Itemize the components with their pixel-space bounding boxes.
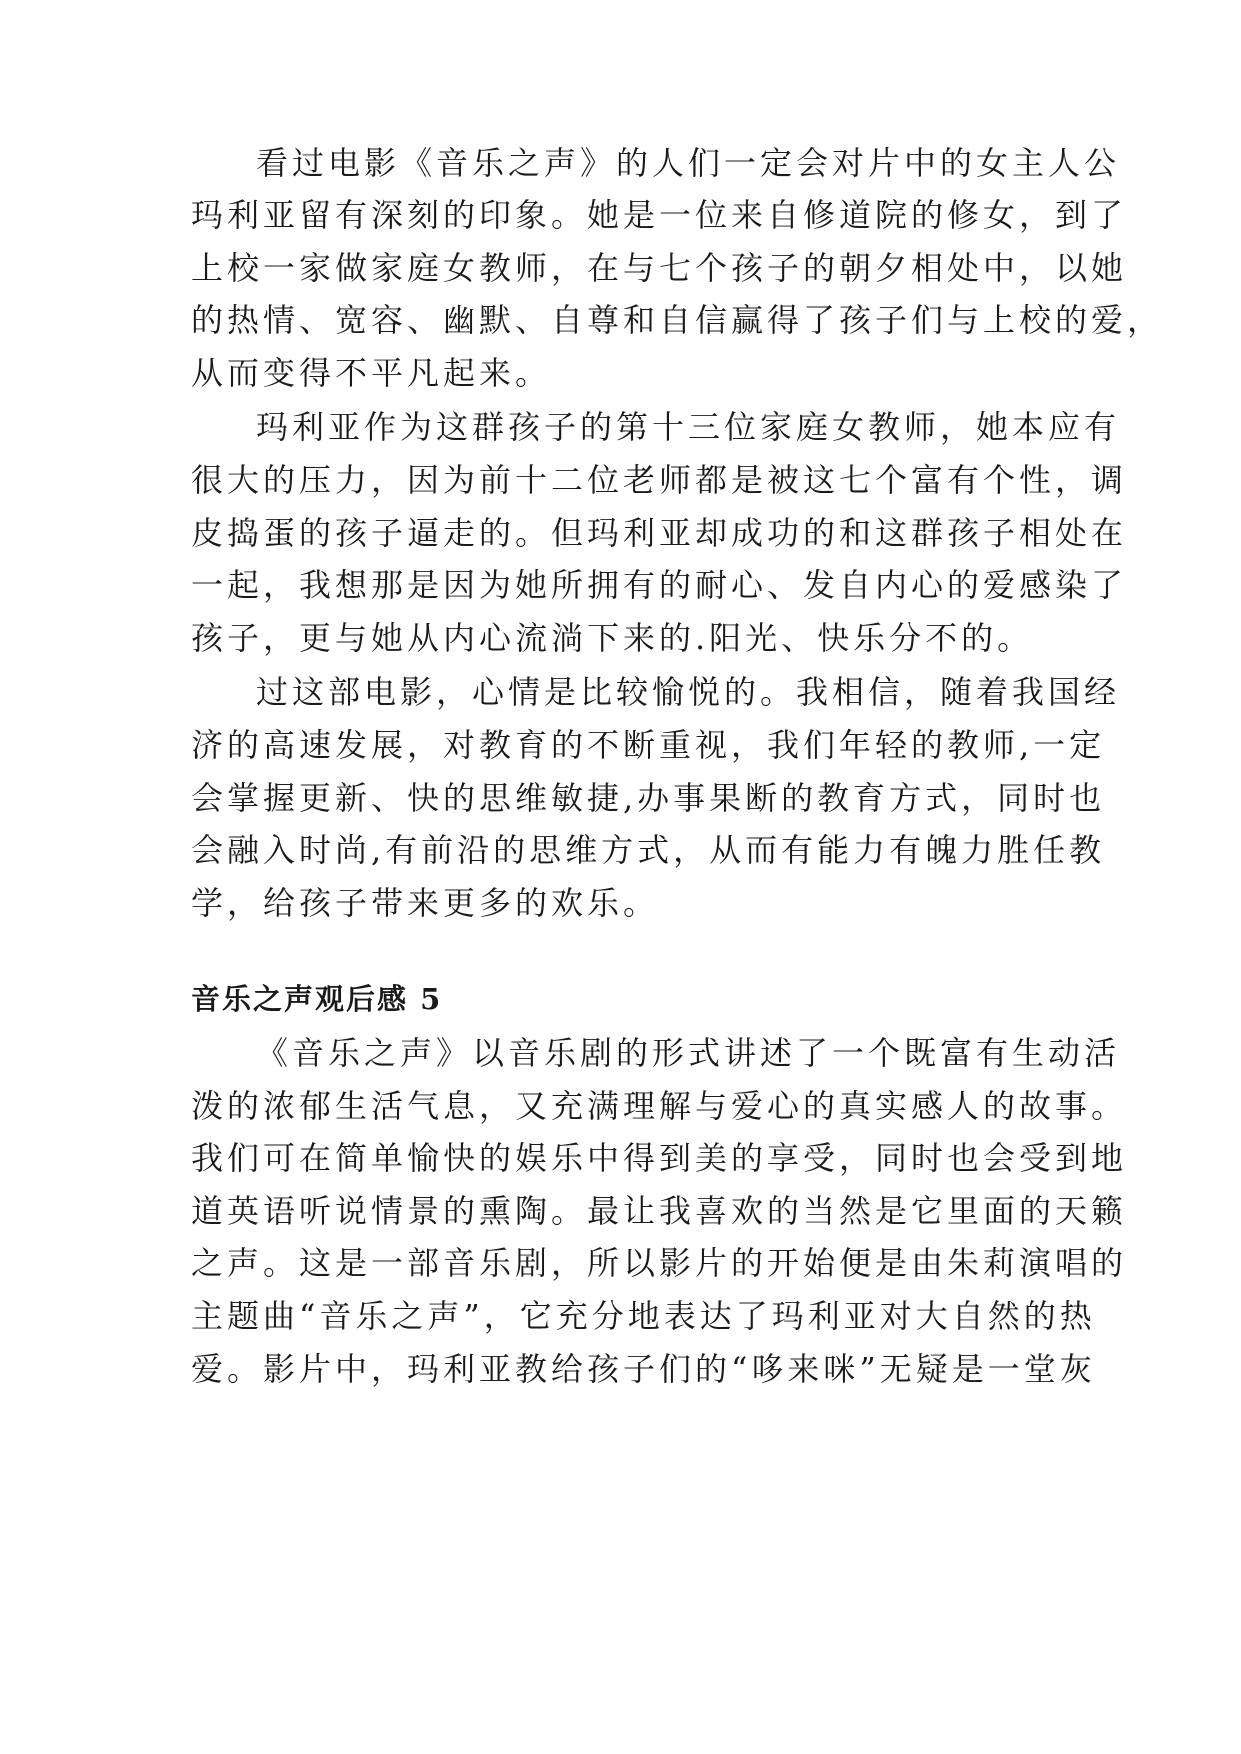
- paragraph-4-line-6: 主题曲“音乐之声”，它充分地表达了玛利亚对大自然的热: [191, 1297, 1096, 1335]
- paragraph-1-line-1: 看过电影《音乐之声》的人们一定会对片中的女主人公: [256, 144, 1121, 182]
- paragraph-2-line-5: 孩子，更与她从内心流淌下来的.阳光、快乐分不的。: [191, 619, 1034, 657]
- paragraph-2-line-2: 很大的压力，因为前十二位老师都是被这七个富有个性，调: [191, 461, 1128, 499]
- paragraph-1-line-3: 上校一家做家庭女教师，在与七个孩子的朝夕相处中，以她: [191, 249, 1128, 287]
- paragraph-2-line-3: 皮捣蛋的孩子逼走的。但玛利亚却成功的和这群孩子相处在: [191, 514, 1128, 552]
- paragraph-3-line-5: 学，给孩子带来更多的欢乐。: [191, 884, 660, 922]
- paragraph-3-line-1: 过这部电影，心情是比较愉悦的。我相信，随着我国经: [256, 673, 1121, 711]
- paragraph-4-line-7: 爱。影片中，玛利亚教给孩子们的“哆来咪”无疑是一堂灰: [191, 1350, 1096, 1388]
- paragraph-1-line-2: 玛利亚留有深刻的印象。她是一位来自修道院的修女，到了: [191, 196, 1128, 234]
- paragraph-4-line-2: 泼的浓郁生活气息，又充满理解与爱心的真实感人的故事。: [191, 1087, 1128, 1125]
- paragraph-2-line-4: 一起，我想那是因为她所拥有的耐心、发自内心的爱感染了: [191, 566, 1128, 604]
- paragraph-4-line-3: 我们可在简单愉快的娱乐中得到美的享受，同时也会受到地: [191, 1139, 1128, 1177]
- paragraph-3-line-3: 会掌握更新、快的思维敏捷,办事果断的教育方式，同时也: [191, 779, 1106, 817]
- paragraph-3-line-4: 会融入时尚,有前沿的思维方式，从而有能力有魄力胜任教: [191, 831, 1106, 869]
- paragraph-4-line-5: 之声。这是一部音乐剧，所以影片的开始便是由朱莉演唱的: [191, 1244, 1128, 1282]
- paragraph-1-line-4: 的热情、宽容、幽默、自尊和自信赢得了孩子们与上校的爱，: [191, 301, 1164, 339]
- section-heading: 音乐之声观后感 5: [191, 982, 443, 1016]
- paragraph-1-line-5: 从而变得不平凡起来。: [191, 354, 552, 392]
- paragraph-3-line-2: 济的高速发展，对教育的不断重视，我们年轻的教师,一定: [191, 726, 1106, 764]
- paragraph-4-line-1: 《音乐之声》以音乐剧的形式讲述了一个既富有生动活: [256, 1034, 1121, 1072]
- paragraph-2-line-1: 玛利亚作为这群孩子的第十三位家庭女教师，她本应有: [256, 408, 1121, 446]
- paragraph-4-line-4: 道英语听说情景的熏陶。最让我喜欢的当然是它里面的天籁: [191, 1192, 1128, 1230]
